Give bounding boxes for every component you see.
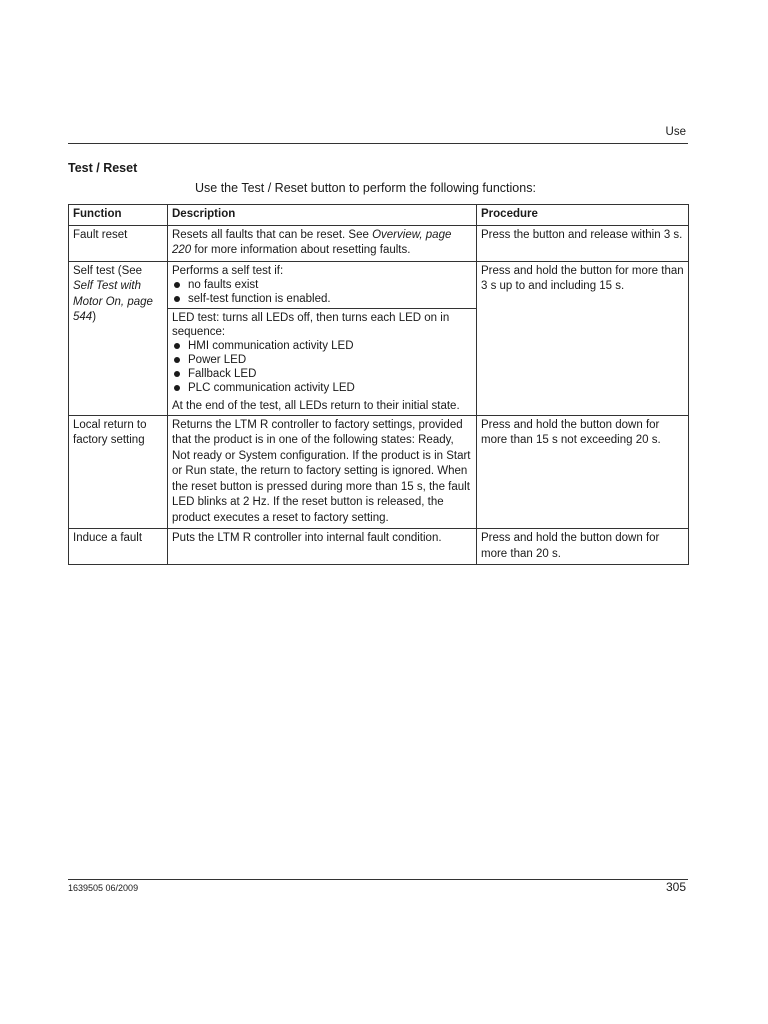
list-item: Fallback LED <box>172 367 472 381</box>
function-induce-fault: Induce a fault <box>69 529 168 565</box>
function-fault-reset: Fault reset <box>69 225 168 261</box>
list-item: no faults exist <box>172 278 472 292</box>
description-led-test <box>168 308 477 415</box>
function-text: ) <box>92 311 97 323</box>
document-reference: 1639505 06/2009 <box>68 883 139 893</box>
description-text: Performs a self test if: <box>172 264 284 277</box>
header-procedure: Procedure <box>477 205 689 226</box>
description-self-test <box>168 261 477 308</box>
intro-text: Use the Test / Reset button to perform the following functions: <box>195 181 536 195</box>
header-function: Function <box>69 205 168 226</box>
header-section-label: Use <box>665 126 686 138</box>
procedure-local-return: Press and hold the button down for more than 15 s not exceeding 20 s. <box>477 415 689 529</box>
table-header-row <box>69 205 689 226</box>
list-item: self-test function is enabled. <box>172 292 472 306</box>
list-item: HMI communication activity LED <box>172 339 472 353</box>
description-fault-reset <box>168 225 477 261</box>
cross-reference-link[interactable]: Self Test with Motor On, page 544 <box>73 280 153 323</box>
table-row <box>69 225 689 261</box>
description-text: LED test: turns all LEDs off, then turns each LED on in sequence: <box>172 311 450 338</box>
procedure-induce-fault: Press and hold the button down for more than 20 s. <box>477 529 689 565</box>
bullet-list <box>172 339 472 395</box>
header-description: Description <box>168 205 477 226</box>
description-local-return: Returns the LTM R controller to factory settings, provided that the product is in one of the following states: Ready, Not ready or System configuration. If the product is in Start or Run state, the return to factory setting is ignored. When the reset button is pressed during more than 15 s, the fault LED blinks at 2 Hz. If the reset button is released, the product executes a reset to factory setting. <box>168 415 477 529</box>
page-number: 305 <box>665 880 686 894</box>
cross-reference-link[interactable]: Overview, page 220 <box>172 228 452 256</box>
function-local-return: Local return to factory setting <box>69 415 168 529</box>
description-text: for more information about resetting faults. <box>191 244 411 256</box>
description-text: At the end of the test, all LEDs return to their initial state. <box>172 399 460 412</box>
table-row <box>69 529 689 565</box>
description-induce-fault: Puts the LTM R controller into internal fault condition. <box>168 529 477 565</box>
procedure-fault-reset: Press the button and release within 3 s. <box>477 225 689 261</box>
table-row <box>69 261 689 308</box>
table-row <box>69 415 689 529</box>
bullet-list <box>172 278 472 306</box>
section-title: Test / Reset <box>68 161 138 175</box>
function-text: Self test (See <box>73 264 143 277</box>
functions-table <box>68 204 689 565</box>
footer-rule <box>68 879 688 880</box>
function-self-test <box>69 261 168 415</box>
description-text: Resets all faults that can be reset. See <box>172 228 373 241</box>
list-item: PLC communication activity LED <box>172 381 472 395</box>
header-rule <box>68 143 688 144</box>
procedure-self-test: Press and hold the button for more than 3 s up to and including 15 s. <box>477 261 689 415</box>
list-item: Power LED <box>172 353 472 367</box>
